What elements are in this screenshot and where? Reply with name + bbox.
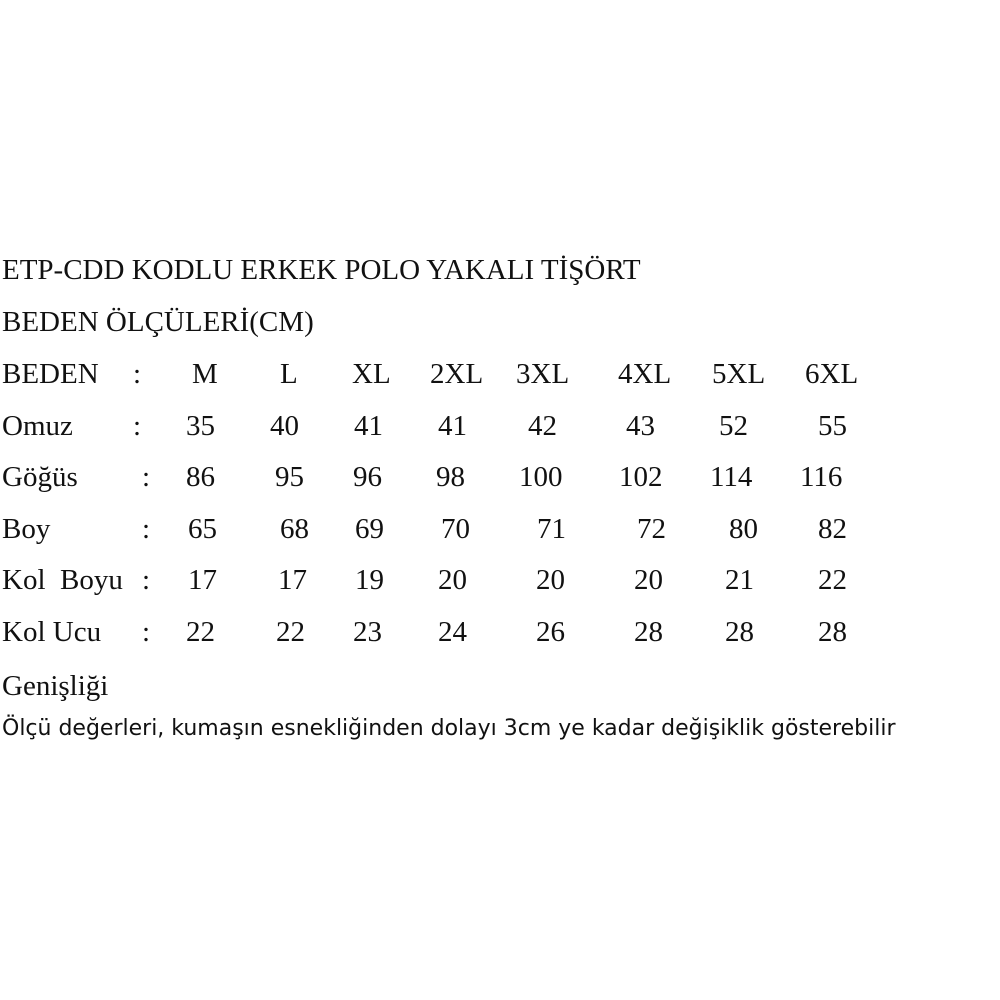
value-cell: 95 bbox=[275, 461, 304, 493]
measurement-footnote: Ölçü değerleri, kumaşın esnekliğinden dolayı 3cm ye kadar değişiklik gösterebilir bbox=[2, 716, 896, 741]
table-row bbox=[0, 412, 1000, 448]
size-5xl: 5XL bbox=[712, 358, 766, 390]
row-label-continuation: Genişliği bbox=[2, 670, 109, 702]
value-cell: 42 bbox=[528, 410, 557, 442]
value-cell: 65 bbox=[188, 513, 217, 545]
value-cell: 82 bbox=[818, 513, 847, 545]
value-cell: 23 bbox=[353, 616, 382, 648]
value-cell: 43 bbox=[626, 410, 655, 442]
size-l: L bbox=[280, 358, 298, 390]
size-xl: XL bbox=[352, 358, 391, 390]
value-cell: 71 bbox=[537, 513, 566, 545]
value-cell: 98 bbox=[436, 461, 465, 493]
value-cell: 22 bbox=[276, 616, 305, 648]
size-header-row bbox=[0, 360, 1000, 396]
value-cell: 20 bbox=[536, 564, 565, 596]
value-cell: 72 bbox=[637, 513, 666, 545]
size-m: M bbox=[192, 358, 218, 390]
size-chart-subtitle: BEDEN ÖLÇÜLERİ(CM) bbox=[2, 306, 314, 338]
value-cell: 116 bbox=[800, 461, 843, 493]
value-cell: 55 bbox=[818, 410, 847, 442]
value-cell: 28 bbox=[634, 616, 663, 648]
value-cell: 86 bbox=[186, 461, 215, 493]
value-cell: 69 bbox=[355, 513, 384, 545]
value-cell: 40 bbox=[270, 410, 299, 442]
value-cell: 22 bbox=[818, 564, 847, 596]
row-label: Boy bbox=[2, 513, 51, 545]
value-cell: 21 bbox=[725, 564, 754, 596]
row-separator: : bbox=[142, 616, 151, 648]
value-cell: 41 bbox=[354, 410, 383, 442]
row-separator: : bbox=[142, 461, 151, 493]
value-cell: 26 bbox=[536, 616, 565, 648]
row-label: Kol Ucu bbox=[2, 616, 102, 648]
value-cell: 35 bbox=[186, 410, 215, 442]
header-label: BEDEN bbox=[2, 358, 99, 390]
table-row bbox=[0, 463, 1000, 499]
value-cell: 19 bbox=[355, 564, 384, 596]
value-cell: 28 bbox=[818, 616, 847, 648]
row-label: Kol Boyu bbox=[2, 564, 123, 596]
value-cell: 100 bbox=[519, 461, 563, 493]
value-cell: 70 bbox=[441, 513, 470, 545]
value-cell: 114 bbox=[710, 461, 753, 493]
page-title: ETP-CDD KODLU ERKEK POLO YAKALI TİŞÖRT bbox=[2, 254, 641, 286]
value-cell: 41 bbox=[438, 410, 467, 442]
size-3xl: 3XL bbox=[516, 358, 570, 390]
value-cell: 20 bbox=[634, 564, 663, 596]
table-row bbox=[0, 515, 1000, 551]
size-2xl: 2XL bbox=[430, 358, 484, 390]
value-cell: 96 bbox=[353, 461, 382, 493]
value-cell: 52 bbox=[719, 410, 748, 442]
value-cell: 17 bbox=[188, 564, 217, 596]
value-cell: 22 bbox=[186, 616, 215, 648]
value-cell: 80 bbox=[729, 513, 758, 545]
row-label: Göğüs bbox=[2, 461, 78, 493]
size-4xl: 4XL bbox=[618, 358, 672, 390]
value-cell: 24 bbox=[438, 616, 467, 648]
table-row bbox=[0, 566, 1000, 602]
size-6xl: 6XL bbox=[805, 358, 859, 390]
row-separator: : bbox=[133, 410, 142, 442]
value-cell: 28 bbox=[725, 616, 754, 648]
row-separator: : bbox=[142, 564, 151, 596]
table-row bbox=[0, 618, 1000, 654]
value-cell: 102 bbox=[619, 461, 663, 493]
value-cell: 17 bbox=[278, 564, 307, 596]
row-label: Omuz bbox=[2, 410, 73, 442]
header-separator: : bbox=[133, 358, 142, 390]
row-separator: : bbox=[142, 513, 151, 545]
value-cell: 68 bbox=[280, 513, 309, 545]
value-cell: 20 bbox=[438, 564, 467, 596]
